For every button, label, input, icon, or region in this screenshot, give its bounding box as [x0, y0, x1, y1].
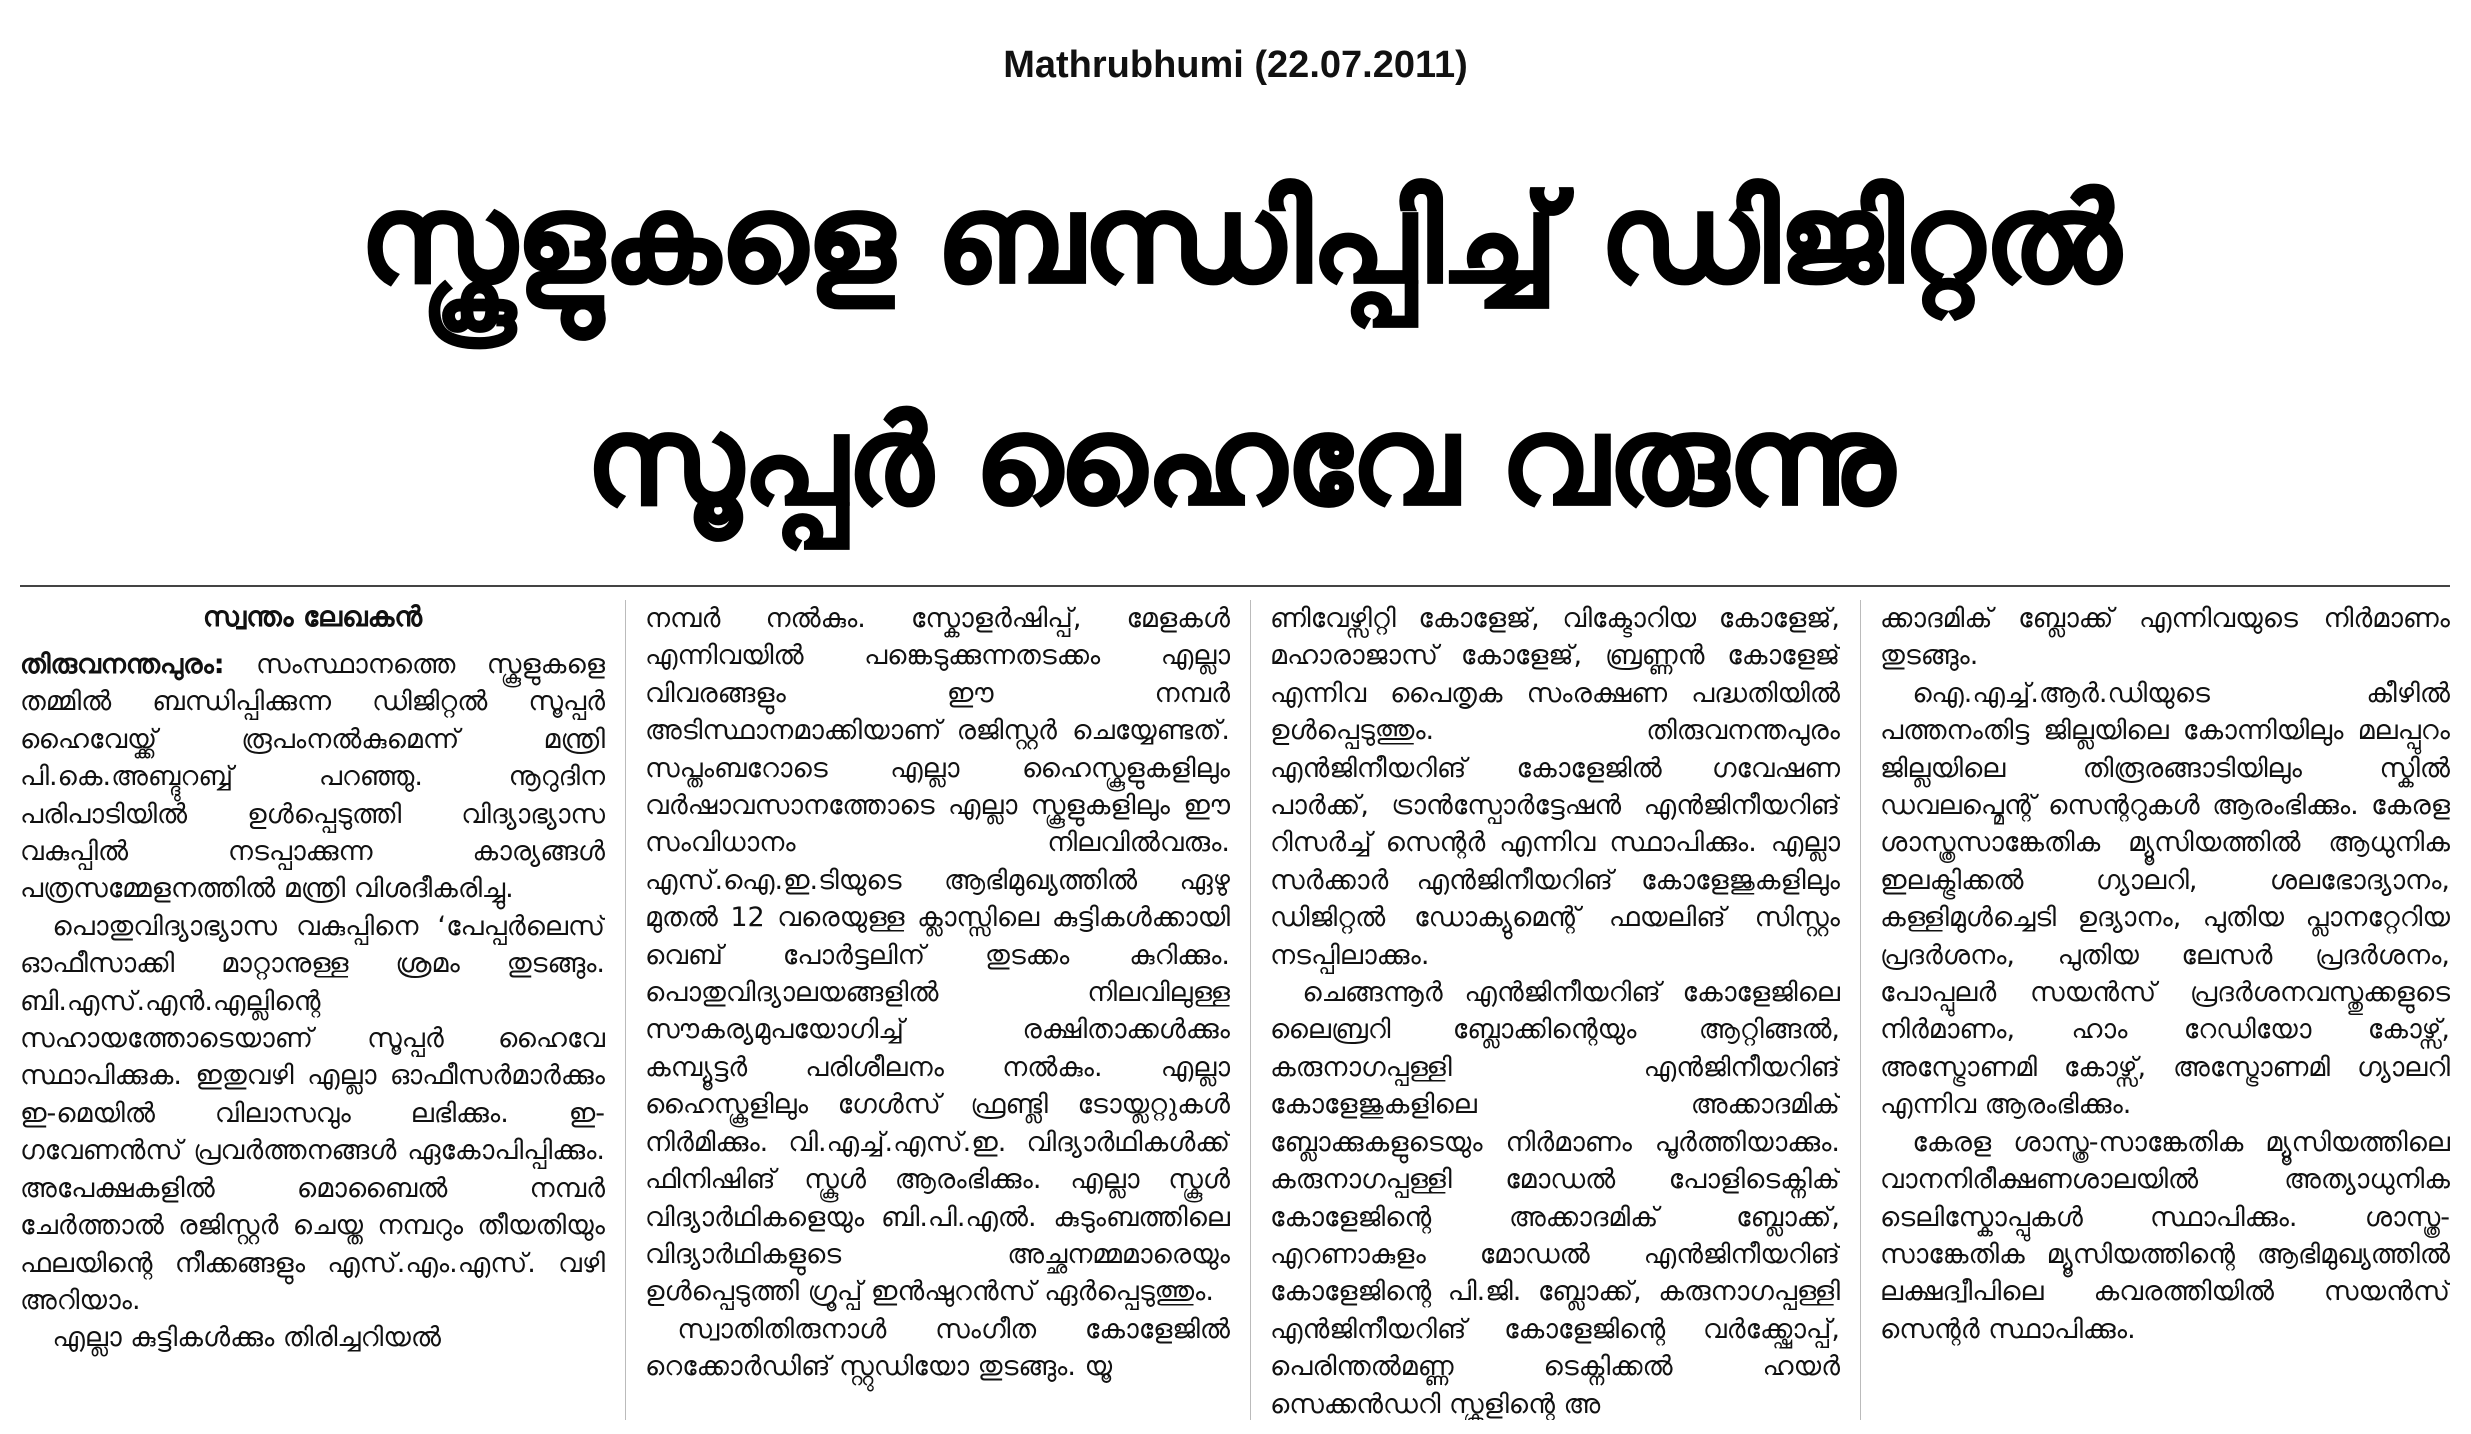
byline: സ്വന്തം ലേഖകൻ	[202, 600, 423, 633]
column-divider	[1250, 600, 1251, 1420]
paragraph: എല്ലാ കുട്ടികൾക്കും തിരിച്ചറിയൽ	[52, 1322, 441, 1354]
dateline: തിരുവനന്തപുരം:	[20, 649, 225, 680]
headline-divider	[20, 585, 2450, 587]
paragraph: പൊതുവിദ്യാഭ്യാസ വകുപ്പിനെ ‘പേപ്പർലെസ് ഓഫീസാക്കി മാറ്റാനുള്ള ശ്രമം തുടങ്ങും. ബി.എസ്.എൻ.എല്ലിന്റെ സഹായത്തോടെയാണ് സൂപ്പർ ഹൈവേ സ്ഥാപിക്കുക. ഇതുവഴി എല്ലാ ഓഫീസർമാർക്കും ഇ-മെയിൽ വിലാസവും ലഭിക്കും. ഇ-ഗവേണൻസ് പ്രവർത്തനങ്ങൾ ഏകോപിപ്പിക്കും. അപേക്ഷകളിൽ മൊബൈൽ നമ്പർ ചേർത്താൽ രജിസ്റ്റർ ചെയ്ത നമ്പറും തീയതിയും ഫലയിന്റെ നീക്കങ്ങളും എസ്.എം.എസ്. വഴി അറിയാം.	[20, 910, 605, 1316]
source-caption: Mathrubhumi (22.07.2011)	[1003, 44, 1468, 86]
paragraph-text: സംസ്ഥാനത്തെ സ്കൂളുകളെ തമ്മിൽ ബന്ധിപ്പിക്കുന്ന ഡിജിറ്റൽ സൂപ്പർ ഹൈവേയ്ക്ക് രൂപംനൽകുമെന്ന് മന്ത്രി പി.കെ.അബ്ദുറബ്ബ് പറഞ്ഞു. നൂറുദിന പരിപാടിയിൽ ഉൾപ്പെടുത്തി വിദ്യാഭ്യാസ വകുപ്പിൽ നടപ്പാക്കുന്ന കാര്യങ്ങൾ പത്രസമ്മേളനത്തിൽ മന്ത്രി വിശദീകരിച്ചു.	[20, 649, 605, 905]
column-divider	[625, 600, 626, 1420]
article-column-2	[645, 600, 1230, 1420]
paragraph	[20, 646, 605, 908]
headline-line-2: സൂപ്പർ ഹൈവേ വരുന്നു	[586, 390, 1894, 532]
paragraph: ഐ.എച്ച്.ആർ.ഡിയുടെ കീഴിൽ പത്തനംതിട്ട ജില്ലയിലെ കോന്നിയിലും മലപ്പുറം ജില്ലയിലെ തിരൂരങ്ങാടിയിലും സ്കിൽ ഡവലപ്മെന്റ് സെന്ററുകൾ ആരംഭിക്കും. കേരള ശാസ്ത്രസാങ്കേതിക മ്യൂസിയത്തിൽ ആധുനിക ഇലക്ട്രിക്കൽ ഗ്യാലറി, ശലഭോദ്യാനം, കള്ളിമുൾച്ചെടി ഉദ്യാനം, പുതിയ പ്ലാനറ്റേറിയ പ്രദർശനം, പുതിയ ലേസർ പ്രദർശനം, പോപ്പുലർ സയൻസ് പ്രദർശനവസ്തുക്കളുടെ നിർമാണം, ഹാം റേഡിയോ കോഴ്സ്, അസ്ട്രോണമി കോഴ്സ്, അസ്ട്രോണമി ഗ്യാലറി എന്നിവ ആരംഭിക്കും.	[1880, 677, 2450, 1121]
paragraph: ചെങ്ങന്നൂർ എൻജിനീയറിങ് കോളേജിലെ ലൈബ്രറി ബ്ലോക്കിന്റെയും ആറ്റിങ്ങൽ, കരുനാഗപ്പള്ളി എൻജിനീയറിങ് കോളേജുകളിലെ അക്കാദമിക് ബ്ലോക്കുകളുടെയും നിർമാണം പൂർത്തിയാക്കും. കരുനാഗപ്പള്ളി മോഡൽ പോളിടെക്നിക് കോളേജിന്റെ അക്കാദമിക് ബ്ലോക്ക്, എറണാകുളം മോഡൽ എൻജിനീയറിങ് കോളേജിന്റെ പി.ജി. ബ്ലോക്ക്, കരുനാഗപ്പള്ളി എൻജിനീയറിങ് കോളേജിന്റെ വർക്ക്ഷോപ്പ്, പെരിന്തൽമണ്ണ ടെക്നിക്കൽ ഹയർ സെക്കൻഡറി സ്കൂളിന്റെ അ	[1270, 977, 1840, 1420]
article-column-4	[1880, 600, 2450, 1420]
headline-line-1: സ്കൂളുകളെ ബന്ധിപ്പിച്ച് ഡിജിറ്റൽ	[359, 168, 2121, 310]
paragraph: കേരള ശാസ്ത്ര-സാങ്കേതിക മ്യൂസിയത്തിലെ വാനനിരീക്ഷണശാലയിൽ അത്യാധുനിക ടെലിസ്കോപ്പുകൾ സ്ഥാപിക്കും. ശാസ്ത്ര-സാങ്കേതിക മ്യൂസിയത്തിന്റെ ആഭിമുഖ്യത്തിൽ ലക്ഷദ്വീപിലെ കവരത്തിയിൽ സയൻസ് സെന്റർ സ്ഥാപിക്കും.	[1880, 1126, 2450, 1345]
paragraph: നമ്പർ നൽകും. സ്കോളർഷിപ്പ്, മേളകൾ എന്നിവയിൽ പങ്കെടുക്കുന്നതടക്കം എല്ലാ വിവരങ്ങളും ഈ നമ്പർ അടിസ്ഥാനമാക്കിയാണ് രജിസ്റ്റർ ചെയ്യേണ്ടത്. സപ്തംബറോടെ എല്ലാ ഹൈസ്കൂളുകളിലും വർഷാവസാനത്തോടെ എല്ലാ സ്കൂളുകളിലും ഈ സംവിധാനം നിലവിൽവരും. എസ്.ഐ.ഇ.ടിയുടെ ആഭിമുഖ്യത്തിൽ ഏഴു മുതൽ 12 വരെയുള്ള ക്ലാസ്സിലെ കുട്ടികൾക്കായി വെബ് പോർട്ടലിന് തുടക്കം കുറിക്കും. പൊതുവിദ്യാലയങ്ങളിൽ നിലവിലുള്ള സൗകര്യമുപയോഗിച്ച് രക്ഷിതാക്കൾക്കും കമ്പ്യൂട്ടർ പരിശീലനം നൽകും. എല്ലാ ഹൈസ്കൂളിലും ഗേൾസ് ഫ്രണ്ട്ലി ടോയ്ലറ്റുകൾ നിർമിക്കും. വി.എച്ച്.എസ്.ഇ. വിദ്യാർഥികൾക്ക് ഫിനിഷിങ് സ്കൂൾ ആരംഭിക്കും. എല്ലാ സ്കൂൾ വിദ്യാർഥികളെയും ബി.പി.എൽ. കുടുംബത്തിലെ വിദ്യാർഥികളുടെ അച്ഛനമ്മമാരെയും ഉൾപ്പെടുത്തി ഗ്രൂപ്പ് ഇൻഷുറൻസ് ഏർപ്പെടുത്തും.	[645, 603, 1230, 1308]
article-column-1	[20, 600, 605, 1420]
paragraph: ണിവേഴ്സിറ്റി കോളേജ്, വിക്ടോറിയ കോളേജ്, മഹാരാജാസ് കോളേജ്, ബ്രണ്ണൻ കോളേജ് എന്നിവ പൈതൃക സംരക്ഷണ പദ്ധതിയിൽ ഉൾപ്പെടുത്തും. തിരുവനന്തപുരം എൻജിനീയറിങ് കോളേജിൽ ഗവേഷണ പാർക്ക്, ട്രാൻസ്പോർട്ടേഷൻ എൻജിനീയറിങ് റിസർച്ച് സെന്റർ എന്നിവ സ്ഥാപിക്കും. എല്ലാ സർക്കാർ എൻജിനീയറിങ് കോളേജുകളിലും ഡിജിറ്റൽ ഡോക്യുമെന്റ് ഫയലിങ് സിസ്റ്റം നടപ്പിലാക്കും.	[1270, 603, 1840, 971]
paragraph: സ്വാതിതിരുനാൾ സംഗീത കോളേജിൽ റെക്കോർഡിങ് സ്റ്റുഡിയോ തുടങ്ങും. യൂ	[645, 1313, 1230, 1383]
paragraph: ക്കാദമിക് ബ്ലോക്ക് എന്നിവയുടെ നിർമാണം തുടങ്ങും.	[1880, 603, 2450, 672]
article-column-3	[1270, 600, 1840, 1420]
column-divider	[1860, 600, 1861, 1420]
